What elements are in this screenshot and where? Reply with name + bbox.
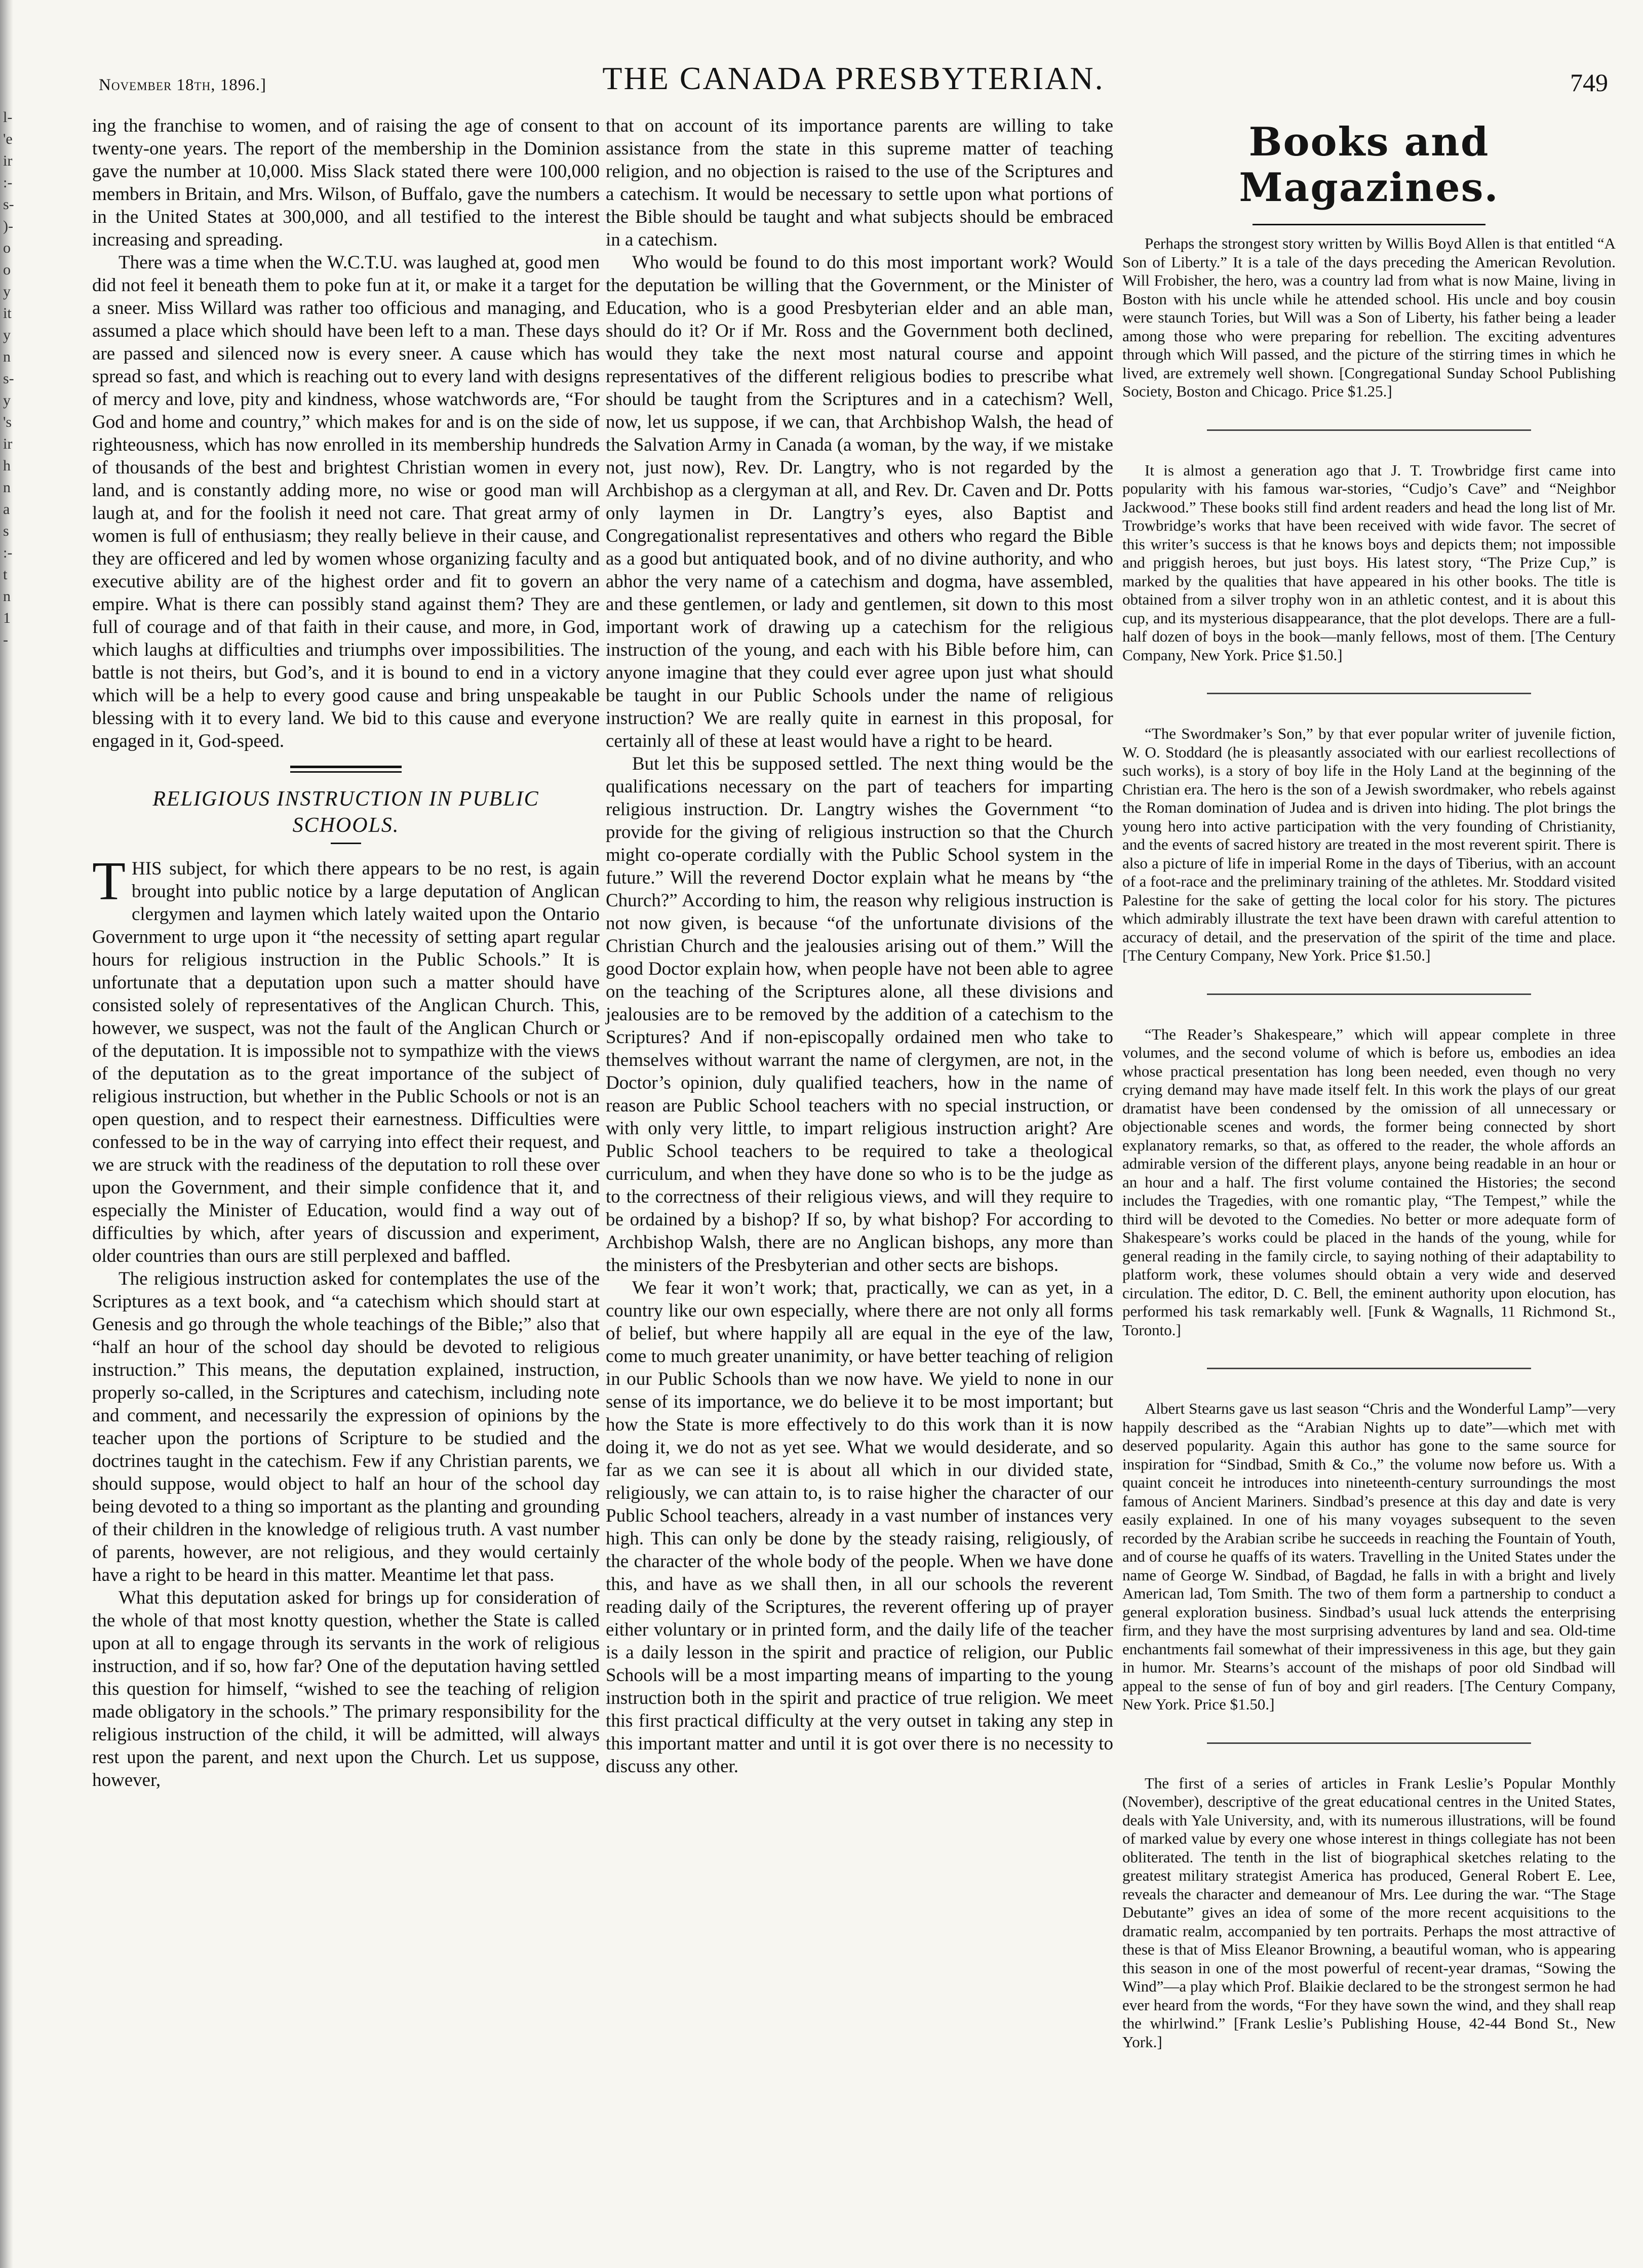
paragraph: The religious instruction asked for contemplates the use of the Scriptures as a text book, and “a catechism which should start at Genesis and go through the whole teachings of the Bible;” also that “half an hour of the school day should be devoted to religious instruction.” This means, the deputation explained, instruction, properly so-called, in the Scriptures and catechism, including note and comment, and necessarily the expression of opinions by the teacher upon the portions of Scripture to be studied and the doctrines taught in the catechism. Few if any Christian parents, we should suppose, would object to half an hour of the school day being devoted to a thing so important as the planting and grounding of their children in the knowledge of religious truth. A vast number of parents, however, are not religious, and they would certainly have a right to be heard in this matter. Meantime let that pass. [92,1268,600,1585]
issue-date: November 18th, 1896.] [99,76,266,94]
heading-rule [1253,224,1485,225]
review-item: “The Reader’s Shakespeare,” which will appear complete in three volumes, and the second volume of which is before us, embodies an idea whose practical presentation has long been needed, even though no very crying demand may have made itself felt. In this work the plays of our great dramatist have been condensed by the omission of all unnecessary or objectionable scenes and words, the former being connected by short explanatory remarks, so that, as offered to the reader, the whole affords an admirable version of the different plays, anyone being readable in an hour or an hour and a half. The first volume contained the Histories; the second includes the Tragedies, with one romantic play, “The Tempest,” while the third will be devoted to the Comedies. No better or more adequate form of Shakespeare’s works could be placed in the hands of the young, while for general reading in the family circle, to saying nothing of their adaptability to platform work, these volumes should obtain a very wide and deserved circulation. The editor, D. C. Bell, the eminent authority upon elocution, has performed his task remarkably well. [Funk & Wagnalls, 11 Richmond St., Toronto.] [1122,1025,1616,1339]
review-separator [1207,429,1531,431]
section-title: RELIGIOUS INSTRUCTION IN PUBLIC SCHOOLS. [152,787,539,837]
review-separator [1207,993,1531,995]
review-item: Perhaps the strongest story written by Willis Boyd Allen is that entitled “A Son of Liberty.” It is a tale of the days preceding the American Revolution. Will Frobisher, the hero, was a country lad from what is now Maine, living in Boston with his uncle while he attended school. His uncle and boy cousin were staunch Tories, but Will was a Son of Liberty, his father being a leader among those who were preparing for rebellion. The exciting adventures through which Will passed, and the picture of the stirring times in which he lived, are extremely well shown. [Congregational Sunday School Publishing Society, Boston and Chicago. Price $1.25.] [1122,234,1616,400]
facing-page-fragments: l- 'e ir :- s- )- o o y it y n s- y 's ir h n a s :- t n 1 - [3,109,14,648]
review-separator [1207,1742,1531,1744]
paragraph: ing the franchise to women, and of raising the age of consent to twenty-one years. The report of the membership in the Dominion gave the number at 10,000. Miss Slack stated there were 100,000 members in Britain, and Mrs. Wilson, of Buffalo, gave the numbers in the United States at 300,000, and all testified to the interest increasing and spreading. [92,115,600,250]
section-lead-paragraph: THIS subject, for which there appears to be no rest, is again brought into public notice by a large deputation of Anglican clergymen and laymen which lately waited upon the Ontario Government to urge upon it “the necessity of setting apart regular hours for religious instruction in the Public Schools.” It is unfortunate that a deputation upon such a matter should have consisted solely of representatives of the Anglican Church. This, however, we suspect, was not the fault of the Anglican Church or of the deputation. It is impossible not to sympathize with the views of the deputation as to the great importance of the subject of religious instruction, but whether in the Public Schools or not is an open question, and to respect their earnestness. Difficulties were confessed to be in the way of carrying into effect their request, and we are struck with the readiness of the deputation to roll these over upon the Government, and their simple confidence that it, and especially the Minister of Education, would find a way out of difficulties by which, after years of discussion and experiment, older countries than ours are still perplexed and baffled. [92,851,600,1266]
column-middle [606,114,1113,1778]
paragraph: Who would be found to do this most important work? Would the deputation be willing that the Government, or the Minister of Education, who is a good Presbyterian elder and an able man, should do it? Or if Mr. Ross and the Government both declined, would they take the next most natural course and appoint representatives of the different religious bodies to prescribe what should be taught from the Scriptures and in a catechism? Well, now, let us suppose, if we can, that Archbishop Walsh, the head of the Salvation Army in Canada (a woman, by the way, if we mistake not, just now), Rev. Dr. Langtry, who is not regarded by the Archbishop as a clergyman at all, and Rev. Dr. Caven and Dr. Potts only laymen in Dr. Langtry’s eyes, also Baptist and Congregationalist representatives and others who regard the Bible as a good but antiquated book, and of no divine authority, and who abhor the very name of a catechism and dogma, have assembled, and these gentlemen, or lady and gentlemen, sit down to this most important work of drawing up a catechism for the religious instruction of the young, and each with his Bible before him, can anyone imagine that they could ever agree upon just what should be taught in our Public Schools under the name of religious instruction? We are really quite in earnest in this proposal, for certainly all of these at least would have a right to be heard. [606,252,1113,751]
review-separator [1207,693,1531,694]
page-header [99,57,1608,107]
paragraph: But let this be supposed settled. The next thing would be the qualifications necessary on the part of teachers for imparting religious instruction. Dr. Langtry wishes the Government “to provide for the giving of religious instruction so that the Church might co-operate cordially with the Public School system in the future.” Will the reverend Doctor explain what he means by “the Church?” According to him, the reason why religious instruction is not now given, is because “of the unfortunate divisions of the Christian Church and the jealousies arising out of them.” Will the good Doctor explain how, when people have not been able to agree on the teaching of the Scriptures alone, all these divisions and jealousies are to be removed by the addition of a catechism to the Scriptures? And if non-episcopally ordained men who take to themselves without warrant the name of clergymen, are not, in the Doctor’s opinion, duly qualified teachers, how in the name of reason are Public School teachers with no special instruction, or with only very little, to impart religious instruction aright? Are Public School teachers to be required to take a theological curriculum, and when they have done so who is to be the judge as to the correctness of their religious views, and will they require to be ordained by a bishop? If so, by what bishop? For according to Archbishop Walsh, there are no Anglican bishops, any more than the ministers of the Presbyterian and other sects are bishops. [606,753,1113,1276]
section-divider [290,766,402,773]
review-item: “The Swordmaker’s Son,” by that ever popular writer of juvenile fiction, W. O. Stoddard (he is pleasantly associated with our earliest recollections of such works), is a story of boy life in the Holy Land at the beginning of the Christian era. The hero is the son of a Jewish swordmaker, who rebels against the Roman domination of Judea and is driven into hiding. The plot brings the young hero into active participation with the very founding of Christianity, and the events of sacred history are treated in the most reverent spirit. There is also a picture of life in imperial Rome in the days of Tiberius, with an account of a foot-race and the preliminary training of the athletes. Mr. Stoddard visited Palestine for the sake of getting the local color for his story. The pictures which admirably illustrate the text have been drawn with careful attention to accuracy of detail, and the preservation of the spirit of the time and place. [The Century Company, New York. Price $1.50.] [1122,725,1616,964]
column-right [1122,114,1616,2080]
drop-cap: T [92,851,126,911]
paragraph: There was a time when the W.C.T.U. was laughed at, good men did not feel it beneath them to poke fun at it, or make it a target for a sneer. Miss Willard was rather too officious and managing, and assumed a place which should have been left to a man. These days are passed and silenced now is every sneer. A cause which has spread so fast, and which is reaching out to every land with designs of mercy and love, pity and kindness, whose watchwords are, “For God and home and country,” which makes for and is on the side of righteousness, which has now enrolled in its membership hundreds of thousands of the best and brightest Christian women in every land, and is constantly adding more, no wise or good man will laugh at, and for the foolish it need not care. That great army of women is full of enthusiasm; they really believe in their cause, and they are officered and led by women whose organizing faculty and executive ability are of the highest order and fit to govern an empire. What is there can possibly stand against them? They are full of courage and of that faith in their cause, and more, in God, which laughs at difficulties and triumphs over impossibilities. The battle is not theirs, but God’s, and it is bound to end in a victory which will be a help to every good cause and bring unspeakable blessing with it to every land. We bid to this cause and everyone engaged in it, God-speed. [92,252,600,751]
paragraph: What this deputation asked for brings up for consideration of the whole of that most knotty question, whether the State is called upon at all to engage through its servants in the work of religious instruction, and if so, how far? One of the deputation having settled this question for himself, “wished to see the teaching of religion made obligatory in the schools.” The primary responsibility for the religious instruction of the child, it will be admitted, will always rest upon the parent, and next upon the Church. Let us suppose, however, [92,1587,600,1790]
masthead-title: THE CANADA PRESBYTERIAN. [602,60,1105,96]
review-item: The first of a series of articles in Frank Leslie’s Popular Monthly (November), descriptive of the great educational centres in the United States, deals with Yale University, and, with its numerous illustrations, will be found of marked value by every one whose interest in things collegiate has not been obliterated. The tenth in the list of biographical sketches relating to the greatest military strategist America has produced, General Robert E. Lee, reveals the character and demeanour of Mrs. Lee during the war. “The Stage Debutante” gives an idea of some of the more recent acquisitions to the dramatic realm, accompanied by ten portraits. Perhaps the most attractive of these is that of Miss Eleanor Browning, a beautiful woman, who is appearing this season in one of the most powerful of recent-year dramas, “Sowing the Wind”—a play which Prof. Blaikie declared to be the strongest sermon he had ever heard from the words, “For they have sown the wind, and they shall reap the whirlwind.” [Frank Leslie’s Publishing House, 42-44 Bond St., New York.] [1122,1774,1616,2051]
column-left [92,114,600,1792]
books-heading: Books and Magazines. [1239,119,1499,211]
paragraph: that on account of its importance parents are willing to take assistance from the state in this supreme matter of teaching religion, and no objection is raised to the use of the Scriptures and a catechism. It would be necessary to settle upon what portions of the Bible should be taught and what subjects should be embraced in a catechism. [606,115,1113,250]
review-item: Albert Stearns gave us last season “Chris and the Wonderful Lamp”—very happily described as the “Arabian Nights up to date”—which met with deserved popularity. Again this author has gone to the same source for inspiration for “Sindbad, Smith & Co.,” the volume now before us. With a quaint conceit he introduces into nineteenth-century surroundings the most famous of Ancient Mariners. Sindbad’s presence at this day and date is very easily explained. In one of his many voyages subsequent to the seven recorded by the Arabian scribe he succeeds in reaching the Fountain of Youth, and of course he quaffs of its waters. Travelling in the United States under the name of George W. Sindbad, of Bagdad, he falls in with a bright and lively American lad, Tom Smith. The two of them form a partnership to conduct a general exploration business. Sindbad’s usual luck attends the enterprising firm, and they have the most surprising adventures by land and sea. Old-time enchantments fail somewhat of their impressiveness in this age, but they gain in humor. Mr. Stearns’s account of the mishaps of poor old Sindbad will appeal to the sense of fun of boy and girl readers. [The Century Company, New York. Price $1.50.] [1122,1400,1616,1713]
review-item: It is almost a generation ago that J. T. Trowbridge first came into popularity with his famous war-stories, “Cudjo’s Cave” and “Neighbor Jackwood.” These books still find ardent readers and head the long list of Mr. Trowbridge’s works that have been received with wide favor. The secret of this writer’s success is that he knows boys and depicts them; not impossible and priggish heroes, but just boys. His latest story, “The Prize Cup,” is marked by the qualities that have appeared in his other books. The title is obtained from a silver trophy won in an athletic contest, and it is about this cup, and its mysterious disappearance, that the plot develops. There are a full-half dozen of boys in the book—manly fellows, most of them. [The Century Company, New York. Price $1.50.] [1122,461,1616,664]
page-number: 749 [1570,68,1608,97]
title-rule [331,843,361,844]
review-separator [1207,1368,1531,1369]
paragraph: We fear it won’t work; that, practically, we can as yet, in a country like our own especially, where there are not only all forms of belief, but where happily all are equal in the eye of the law, come to much greater unanimity, or have better teaching of religion in our Public Schools than we now have. We yield to none in our sense of its importance, we do believe it to be most important; but how the State is more effectively to do this work than it is now doing it, we do not as yet see. What we would desiderate, and so far as we can see it is about all which in our divided state, religiously, we can attain to, is to raise higher the character of our Public School teachers, already in a vast number of instances very high. This can only be done by the steady raising, religiously, of the character of the whole body of the people. When we have done this, and have as we shall then, in all our schools the reverent reading daily of the Scriptures, the reverent offering up of prayer either voluntary or in printed form, and the daily life of the teacher is a daily lesson in the spirit and practice of religion, our Public Schools will be a most imparting means of imparting to the young instruction both in the spirit and practice of true religion. We meet this first practical difficulty at the very outset in taking any step in this important matter and until it is got over there is no necessity to discuss any other. [606,1278,1113,1777]
